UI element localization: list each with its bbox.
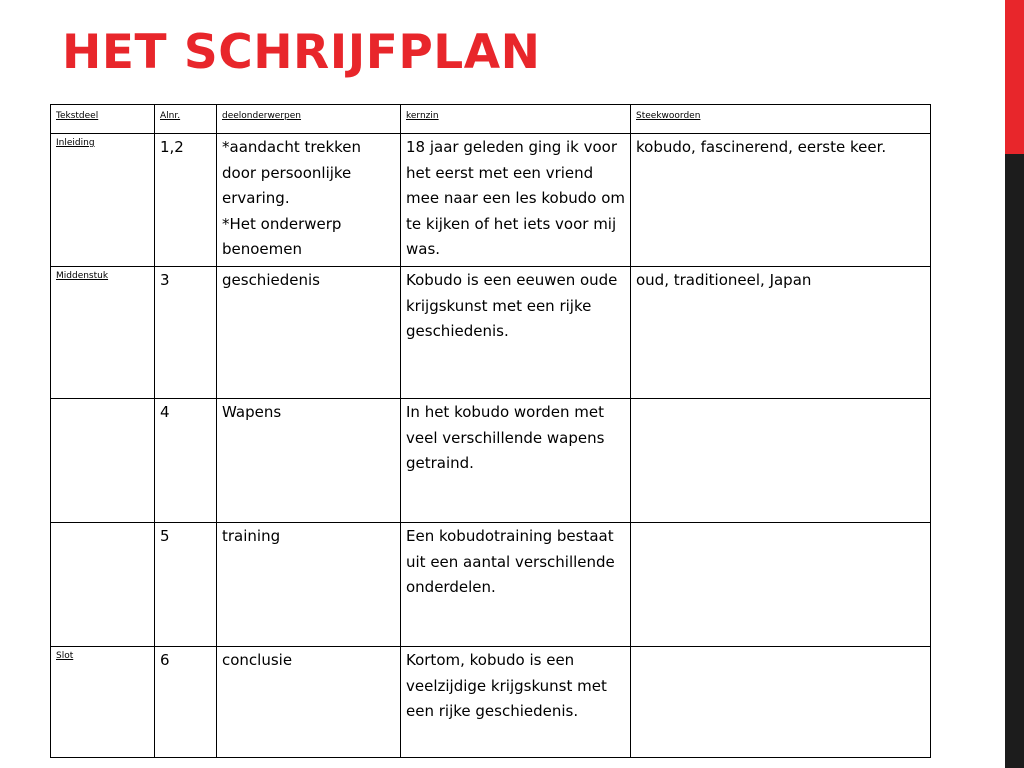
deelonderwerpen-cell <box>217 647 401 758</box>
accent-bar <box>1005 0 1024 154</box>
header-deelonderwerpen: deelonderwerpen <box>217 105 401 134</box>
schrijfplan-table <box>50 104 931 758</box>
steekwoorden-cell: kobudo, fascinerend, eerste keer. <box>631 134 931 267</box>
alnr-cell: 4 <box>155 399 217 523</box>
steekwoorden-cell <box>631 647 931 758</box>
deelonderwerpen-cell <box>217 399 401 523</box>
table-row <box>51 399 931 523</box>
table-header-row <box>51 105 931 134</box>
alnr-cell: 1,2 <box>155 134 217 267</box>
header-alnr: Alnr. <box>155 105 217 134</box>
kernzin-cell: 18 jaar geleden ging ik voor het eerst met een vriend mee naar een les kobudo om te kijken of het iets voor mij was. <box>401 134 631 267</box>
steekwoorden-cell <box>631 399 931 523</box>
tekstdeel-cell <box>51 523 155 647</box>
kernzin-cell: Kobudo is een eeuwen oude krijgskunst met een rijke geschiedenis. <box>401 267 631 399</box>
header-steekwoorden: Steekwoorden <box>631 105 931 134</box>
table-row <box>51 267 931 399</box>
deelonderwerpen-cell <box>217 267 401 399</box>
tekstdeel-cell: Slot <box>51 647 155 758</box>
kernzin-cell: Kortom, kobudo is een veelzijdige krijgskunst met een rijke geschiedenis. <box>401 647 631 758</box>
table-row <box>51 647 931 758</box>
deelonderwerpen-cell <box>217 523 401 647</box>
table-row <box>51 523 931 647</box>
deelonderwerpen-cell <box>217 134 401 267</box>
tekstdeel-cell: Middenstuk <box>51 267 155 399</box>
header-kernzin: kernzin <box>401 105 631 134</box>
deelonderwerp-line: geschiedenis <box>222 271 320 289</box>
slide-title: HET SCHRIJFPLAN <box>62 25 541 80</box>
header-tekstdeel: Tekstdeel <box>51 105 155 134</box>
steekwoorden-cell: oud, traditioneel, Japan <box>631 267 931 399</box>
deelonderwerp-line: Wapens <box>222 403 282 421</box>
steekwoorden-cell <box>631 523 931 647</box>
alnr-cell: 6 <box>155 647 217 758</box>
table-row <box>51 134 931 267</box>
alnr-cell: 5 <box>155 523 217 647</box>
kernzin-cell: In het kobudo worden met veel verschillende wapens getraind. <box>401 399 631 523</box>
tekstdeel-cell: Inleiding <box>51 134 155 267</box>
deelonderwerp-line: *Het onderwerp benoemen <box>222 214 342 258</box>
deelonderwerp-line: conclusie <box>222 651 293 669</box>
deelonderwerp-line: *aandacht trekken door persoonlijke ervaring. <box>222 138 362 207</box>
side-bar <box>1005 154 1024 768</box>
tekstdeel-cell <box>51 399 155 523</box>
deelonderwerp-line: training <box>222 527 281 545</box>
alnr-cell: 3 <box>155 267 217 399</box>
kernzin-cell: Een kobudotraining bestaat uit een aantal verschillende onderdelen. <box>401 523 631 647</box>
